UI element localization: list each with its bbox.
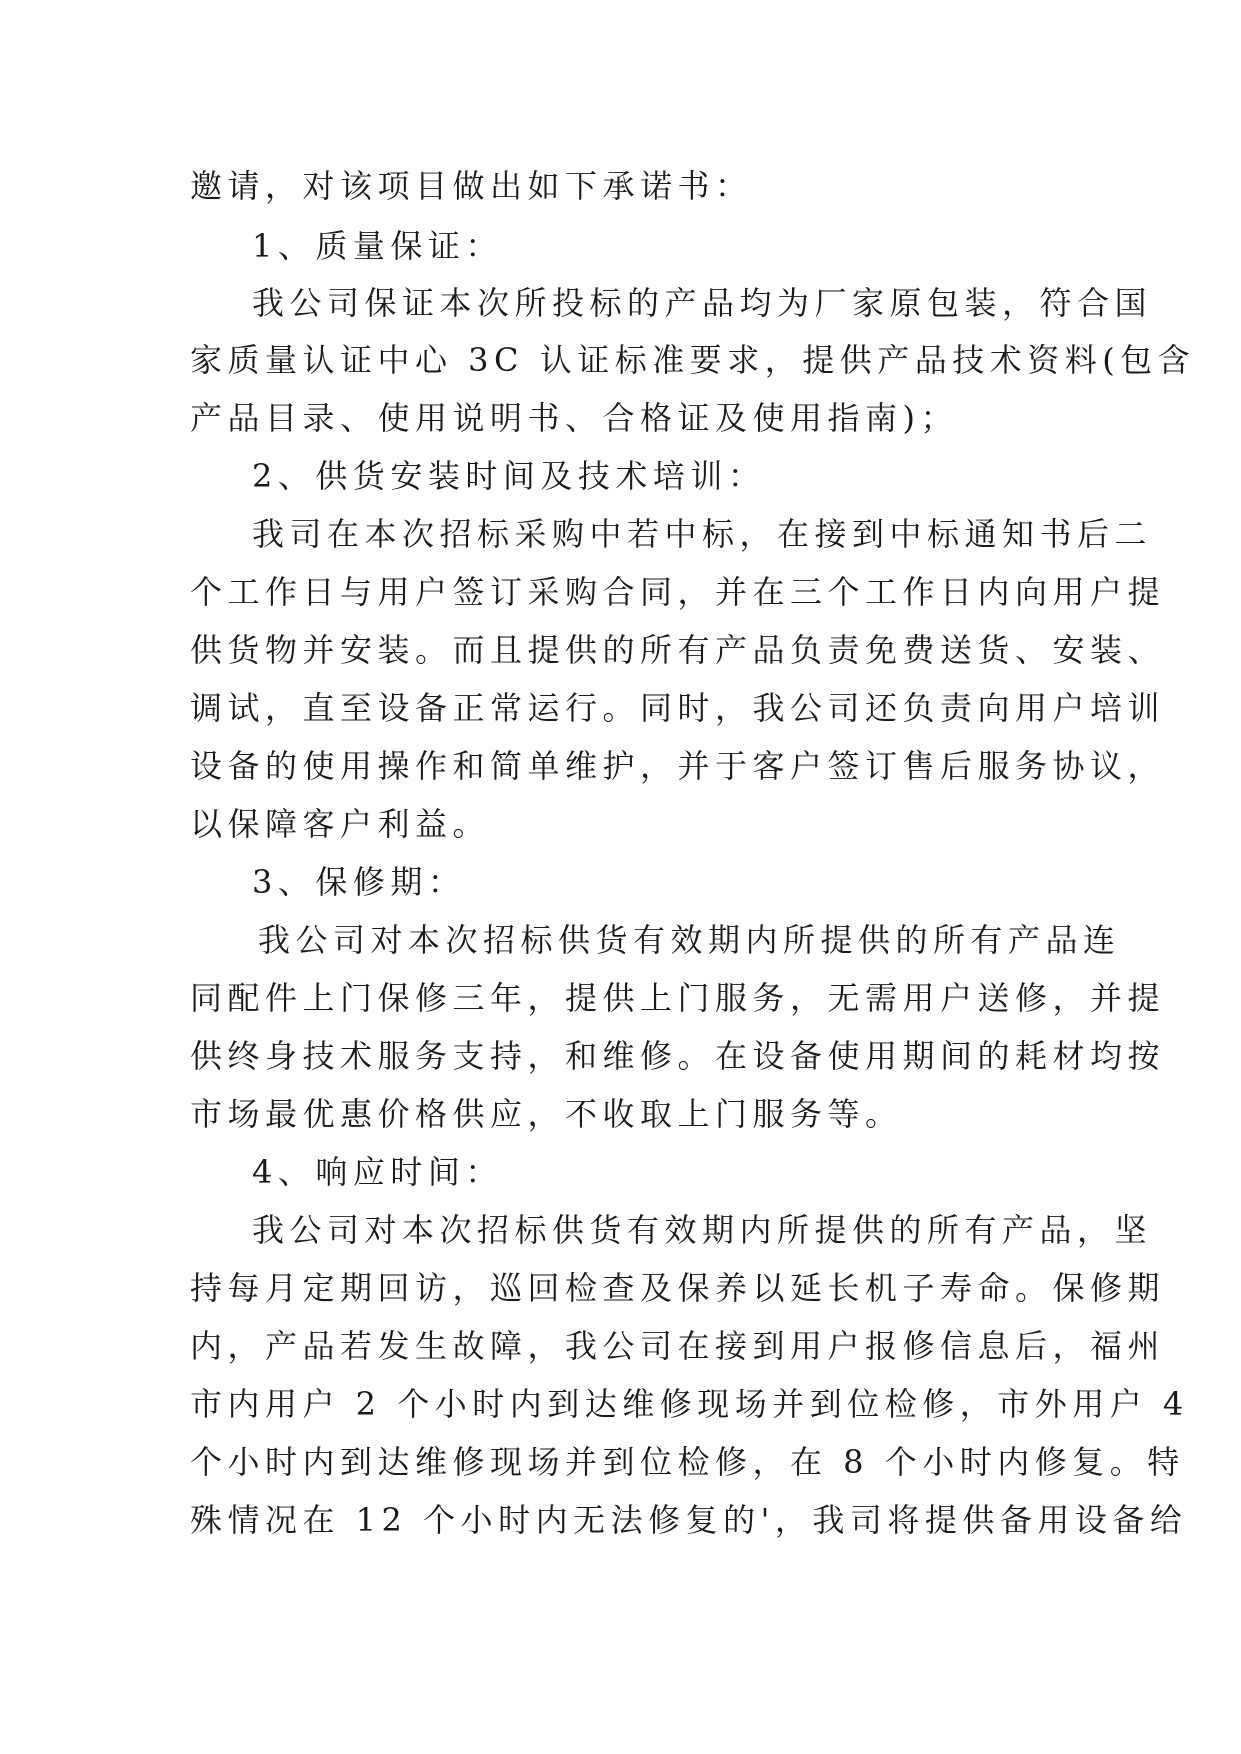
text-line: 供终身技术服务支持，和维修。在设备使用期间的耗材均按	[190, 1037, 1166, 1075]
text-line: 个工作日与用户签订采购合同，并在三个工作日内向用户提	[190, 573, 1166, 611]
text-line: 调试，直至设备正常运行。同时，我公司还负责向用户培训	[190, 689, 1166, 727]
text-line: 我公司对本次招标供货有效期内所提供的所有产品，坚	[252, 1211, 1153, 1249]
text-line: 持每月定期回访，巡回检查及保养以延长机子寿命。保修期	[190, 1269, 1166, 1307]
text-line: 内，产品若发生故障，我公司在接到用户报修信息后，福州	[190, 1327, 1166, 1365]
text-line: 我公司对本次招标供货有效期内所提供的所有产品连	[258, 921, 1121, 959]
text-line: 市场最优惠价格供应，不收取上门服务等。	[190, 1095, 903, 1133]
text-line: 以保障客户利益。	[190, 805, 491, 843]
text-line: 家质量认证中心 3C 认证标准要求，提供产品技术资料(包含	[190, 341, 1196, 379]
text-line: 我司在本次招标采购中若中标，在接到中标通知书后二	[252, 515, 1153, 553]
text-line: 个小时内到达维修现场并到位检修，在 8 个小时内修复。特	[190, 1443, 1185, 1481]
text-line: 产品目录、使用说明书、合格证及使用指南)；	[190, 399, 958, 437]
section-heading-response-time: 4、响应时间：	[252, 1153, 503, 1191]
section-heading-delivery: 2、供货安装时间及技术培训：	[252, 457, 766, 495]
text-line: 殊情况在 12 个小时内无法修复的'，我司将提供备用设备给	[190, 1501, 1188, 1539]
text-line: 市内用户 2 个小时内到达维修现场并到位检修，市外用户 4	[190, 1385, 1189, 1423]
text-line: 同配件上门保修三年，提供上门服务，无需用户送修，并提	[190, 979, 1166, 1017]
section-heading-quality: 1、质量保证：	[252, 227, 503, 265]
section-heading-warranty: 3、保修期：	[252, 863, 466, 901]
text-line: 邀请，对该项目做出如下承诺书：	[190, 167, 753, 205]
text-line: 我公司保证本次所投标的产品均为厂家原包装，符合国	[252, 284, 1153, 322]
text-line: 设备的使用操作和简单维护，并于客户签订售后服务协议，	[190, 747, 1166, 785]
text-line: 供货物并安装。而且提供的所有产品负责免费送货、安装、	[190, 631, 1166, 669]
